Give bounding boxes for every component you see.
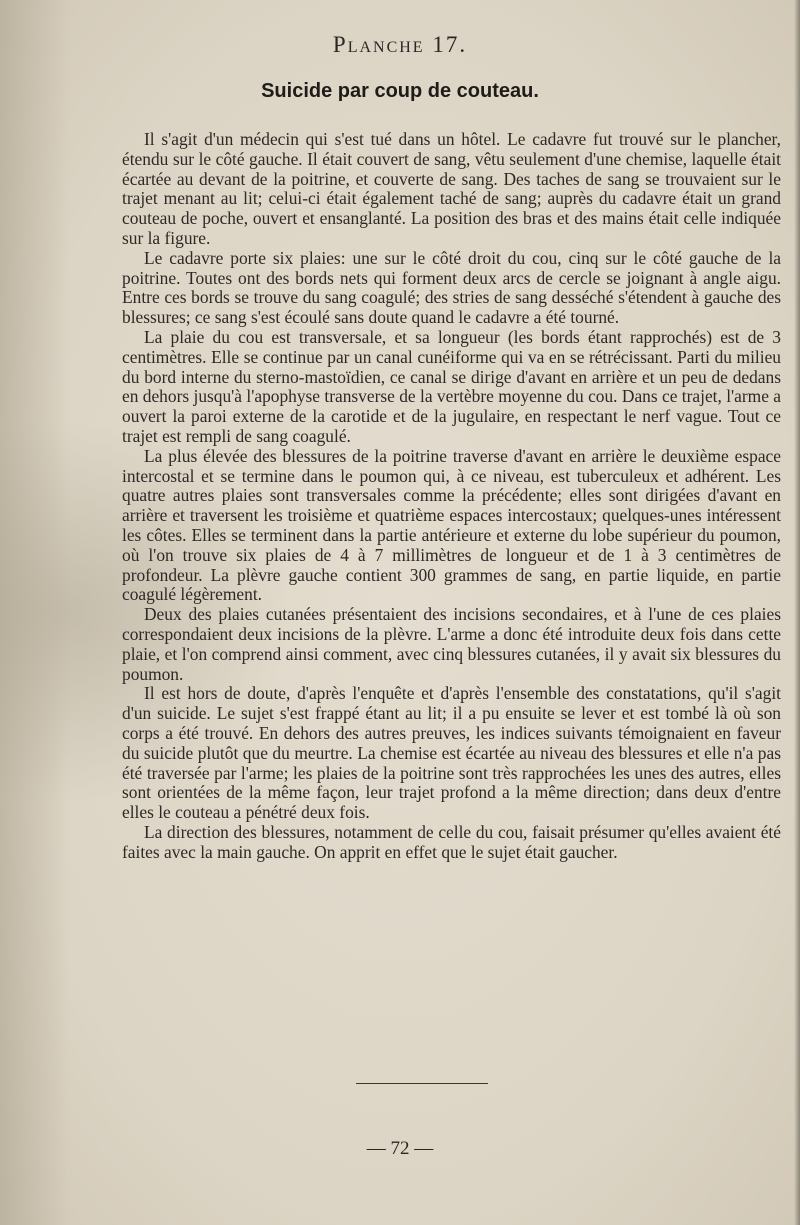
paragraph: La plus élevée des blessures de la poitrine traverse d'avant en arrière le deuxième espace intercostal et se termine dans le poumon qui, à ce niveau, est tuberculeux et adhérent. Les quatre autres plaies sont transversales comme la précédente; elles sont dirigées d'avant en arrière et traversent les troisième et quatrième espaces intercostaux; quelques-unes intéressent les côtes. Elles se terminent dans la partie antérieure et externe du lobe supérieur du poumon, où l'on trouve six plaies de 4 à 7 millimètres de longueur et de 1 à 3 centimètres de profondeur. La plèvre gauche contient 300 grammes de sang, en partie liquide, en partie coagulé légèrement. — [122, 445, 781, 605]
page-number: — 72 — — [366, 1138, 434, 1159]
paragraph: La direction des blessures, notamment de celle du cou, faisait présumer qu'elles avaient été faites avec la main gauche. On apprit en effet que le sujet était gaucher. — [122, 821, 781, 862]
paragraph: Il s'agit d'un médecin qui s'est tué dans un hôtel. Le cadavre fut trouvé sur le plancher, étendu sur le côté gauche. Il était couvert de sang, vêtu seulement d'une chemise, laquelle était écartée au devant de la poitrine, et couverte de sang. Des taches de sang se trouvaient sur le trajet menant au lit; celui-ci était également taché de sang; auprès du cadavre était un grand couteau de poche, ouvert et ensanglanté. La position des bras et des mains était celle indiquée sur la figure. — [122, 129, 781, 248]
paragraph: Deux des plaies cutanées présentaient des incisions secondaires, et à l'une de ces plaies correspondaient deux incisions de la plèvre. L'arme a donc été introduite deux fois dans cette plaie, et l'on comprend ainsi comment, avec cinq blessures cutanées, il y avait six blessures du poumon. — [122, 604, 781, 684]
divider-rule — [356, 1083, 488, 1084]
paragraph: Il est hors de doute, d'après l'enquête et d'après l'ensemble des constatations, qu'il s'agit d'un suicide. Le sujet s'est frappé étant au lit; il a pu ensuite se lever et est tombé là où son corps a été trouvé. En dehors des autres preuves, les indices suivants témoignaient en faveur du suicide plutôt que du meurtre. La chemise est écartée au niveau des blessures et elle n'a pas été traversée par l'arme; les plaies de la poitrine sont très rapprochées les unes des autres, elles sont orientées de la même façon, leur trajet profond a la même direction; dans deux d'entre elles le couteau a pénétré deux fois. — [122, 683, 781, 823]
plate-heading: Planche 17. — [332, 32, 468, 57]
body-text — [122, 130, 781, 862]
paragraph: Le cadavre porte six plaies: une sur le côté droit du cou, cinq sur le côté gauche de la poitrine. Toutes ont des bords nets qui forment deux arcs de cercle se joignant à angle aigu. Entre ces bords se trouve du sang coagulé; des stries de sang desséché s'étendent à gauche des blessures; ce sang s'est écoulé sans doute quand le cadavre a été tourné. — [122, 247, 781, 328]
paragraph: La plaie du cou est transversale, et sa longueur (les bords étant rapprochés) est de 3 centimètres. Elle se continue par un canal cunéiforme qui va en se rétrécissant. Parti du milieu du bord interne du sterno-mastoïdien, ce canal se dirige d'avant en arrière et un peu de dedans en dehors jusqu'à l'apophyse transverse de la vertèbre moyenne du cou. Dans ce trajet, l'arme a ouvert la paroi externe de la carotide et de la jugulaire, en respectant le nerf vague. Tout ce trajet est rempli de sang coagulé. — [122, 326, 781, 446]
page-title: Suicide par coup de couteau. — [261, 80, 539, 102]
